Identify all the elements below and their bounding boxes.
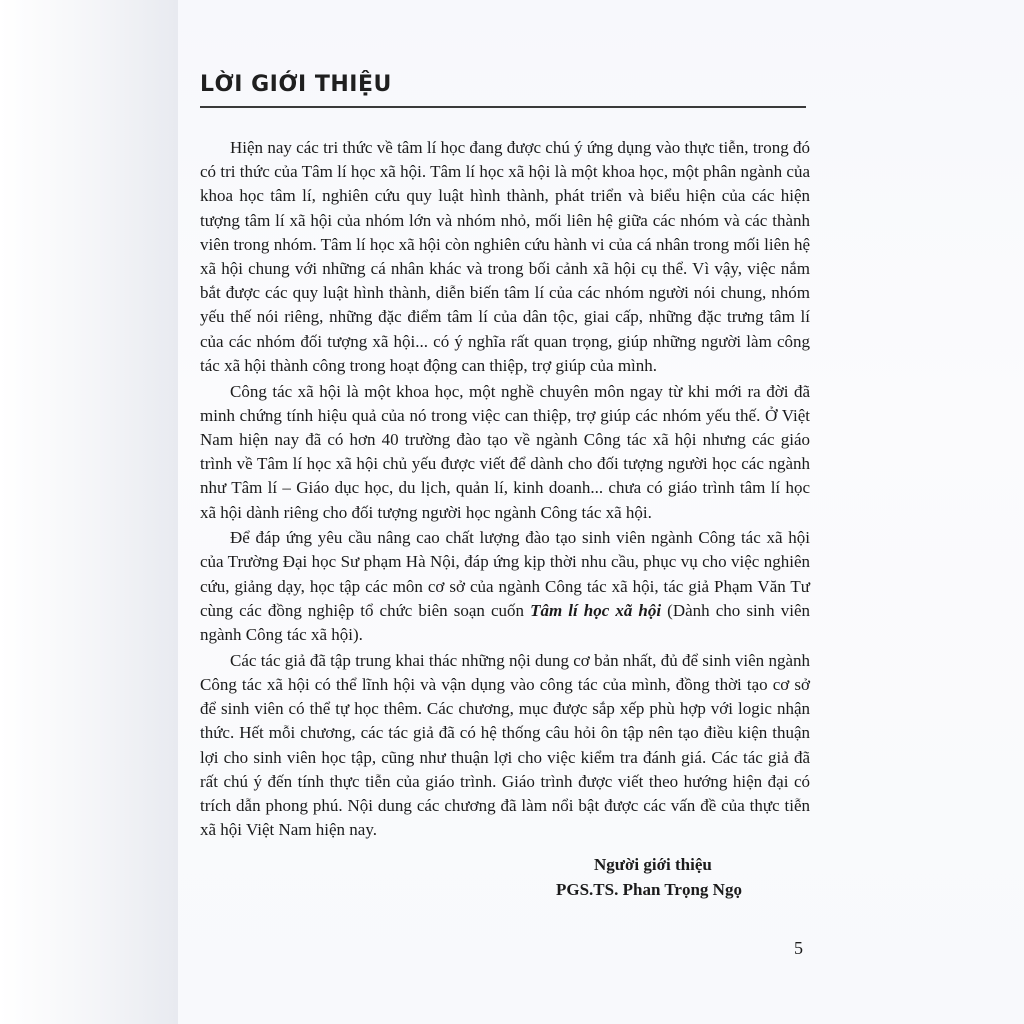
paragraph-3: [200, 526, 810, 647]
paragraph-3-text-after: (Dành cho sinh viên ngành Công tác xã hội).: [200, 600, 811, 645]
signature-block: [556, 852, 742, 902]
signature-role: Người giới thiệu: [594, 855, 712, 874]
title-underline: [200, 106, 806, 108]
page-margin: [0, 0, 178, 1024]
paragraph-1: Hiện nay các tri thức về tâm lí học đang được chú ý ứng dụng vào thực tiễn, trong đó có tri thức của Tâm lí học xã hội. Tâm lí học xã hội là một khoa học, một phân ngành của khoa học tâm lí, nghiên cứu quy luật hình thành, phát triển và biểu hiện của các hiện tượng tâm lí xã hội của nhóm lớn và nhóm nhỏ, mối liên hệ giữa các nhóm và các thành viên trong nhóm. Tâm lí học xã hội còn nghiên cứu hành vi của cá nhân trong mối liên hệ xã hội chung với những cá nhân khác và trong bối cảnh xã hội cụ thể. Vì vậy, việc nắm bắt được các quy luật hình thành, diễn biến tâm lí của các nhóm người nói chung, nhóm yếu thế nói riêng, những đặc điểm tâm lí của dân tộc, giai cấp, những đặc trưng tâm lí của các nhóm đối tượng xã hội... có ý nghĩa rất quan trọng, giúp những người làm công tác xã hội thành công trong hoạt động can thiệp, trợ giúp của mình.: [200, 138, 810, 375]
paragraph-2: Công tác xã hội là một khoa học, một nghề chuyên môn ngay từ khi mới ra đời đã minh chứng tính hiệu quả của nó trong việc can thiệp, trợ giúp các nhóm yếu thế. Ở Việt Nam hiện nay đã có hơn 40 trường đào tạo về ngành Công tác xã hội nhưng các giáo trình về Tâm lí học xã hội chủ yếu được viết để dành cho đối tượng người học các ngành như Tâm lí – Giáo dục học, du lịch, quản lí, kinh doanh... chưa có giáo trình tâm lí học xã hội dành riêng cho đối tượng người học ngành Công tác xã hội.: [200, 381, 810, 522]
paragraph-3-text-before: Để đáp ứng yêu cầu nâng cao chất lượng đào tạo sinh viên ngành Công tác xã hội của Trường Đại học Sư phạm Hà Nội, đáp ứng kịp thời nhu cầu, phục vụ cho việc nghiên cứu, giảng dạy, học tập các môn cơ sở của ngành Công tác xã hội, tác giả Phạm Văn Tư cùng các đồng nghiệp tổ chức biên soạn cuốn: [200, 528, 810, 620]
signature-name: PGS.TS. Phan Trọng Ngọ: [556, 880, 742, 899]
page-number: 5: [794, 938, 803, 958]
paragraph-4: Các tác giả đã tập trung khai thác những nội dung cơ bản nhất, đủ để sinh viên ngành Công tác xã hội có thể lĩnh hội và vận dụng vào công tác của mình, đồng thời tạo cơ sở để sinh viên có thể tự học thêm. Các chương, mục được sắp xếp phù hợp với logic nhận thức. Hết mỗi chương, các tác giả đã có hệ thống câu hỏi ôn tập nên tạo điều kiện thuận lợi cho sinh viên học tập, cũng như thuận lợi cho việc kiểm tra đánh giá. Các tác giả đã rất chú ý đến tính thực tiễn của giáo trình. Giáo trình được viết theo hướng hiện đại có trích dẫn phong phú. Nội dung các chương đã làm nổi bật được các vấn đề của thực tiễn xã hội Việt Nam hiện nay.: [200, 650, 810, 840]
body-text: [200, 136, 810, 844]
book-title: Tâm lí học xã hội: [530, 600, 662, 620]
page-title: LỜI GIỚI THIỆU: [200, 72, 392, 97]
